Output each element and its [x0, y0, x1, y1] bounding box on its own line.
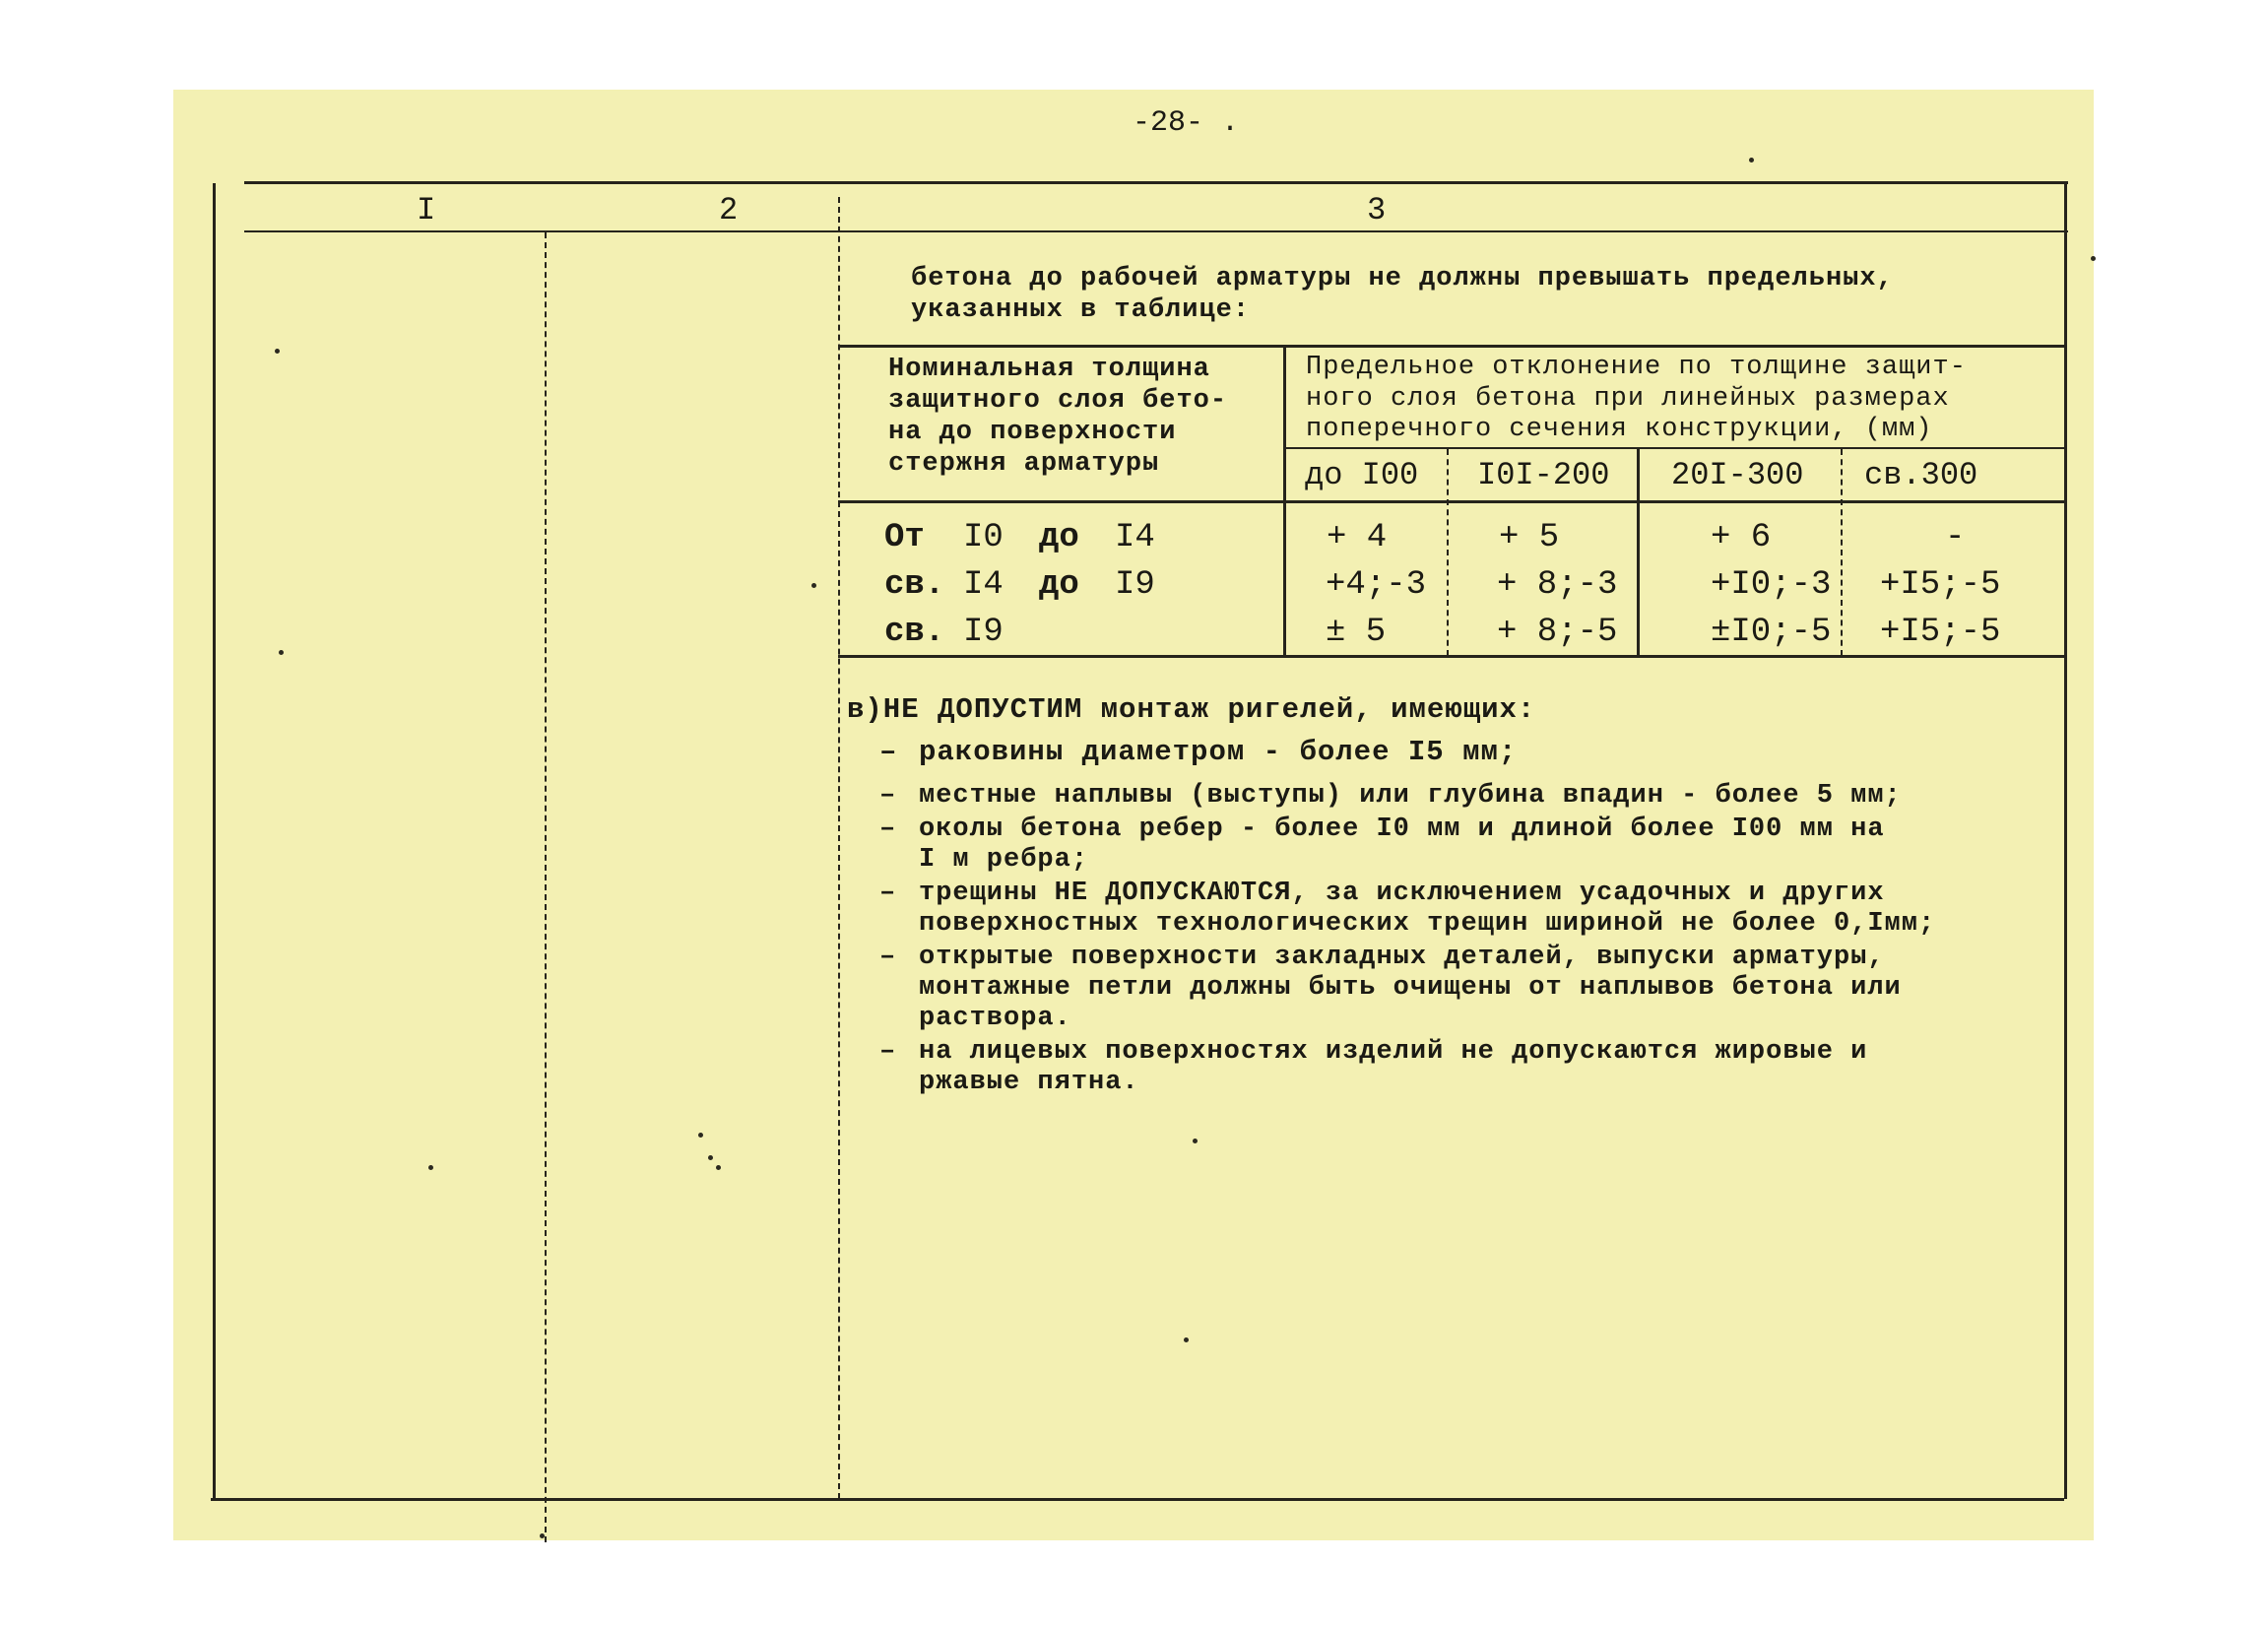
table-header-left-4: стержня арматуры — [888, 449, 1160, 479]
table-divider-a — [1447, 449, 1449, 656]
frame-left — [213, 183, 216, 1499]
frame-bottom — [211, 1498, 2064, 1501]
row-1-value-1: + 4 — [1327, 519, 1388, 556]
table-header-left-3: на до поверхности — [888, 418, 1177, 447]
row-2-label-c: до — [1039, 566, 1079, 604]
scan-speck — [275, 349, 280, 354]
row-1-label-d: I4 — [1115, 519, 1155, 556]
row-1-value-2: + 5 — [1499, 519, 1560, 556]
scan-speck — [698, 1133, 703, 1138]
scan-speck — [716, 1165, 721, 1170]
table-header-bottom-line — [838, 500, 2066, 503]
frame-right — [2064, 183, 2067, 1499]
row-3-value-4: +I5;-5 — [1880, 614, 2001, 651]
section-v-item-5: – открытые поверхности закладных деталей, выпуски арматуры, монтажные петли должны быть очищены от наплывов бетона или раствора. — [879, 943, 2061, 1034]
subheader-top-line — [1285, 447, 2066, 449]
page-number: -28- . — [1133, 106, 1240, 140]
intro-line-1: бетона до рабочей арматуры не должны превышать предельных, — [911, 264, 1894, 293]
scan-speck — [1193, 1139, 1198, 1143]
table-header-right-1: Предельное отклонение по толщине защит- — [1306, 353, 1967, 382]
scan-speck — [428, 1165, 433, 1170]
row-1-label-b: I0 — [963, 519, 1004, 556]
row-1-label-c: до — [1039, 519, 1079, 556]
table-header-left-1: Номинальная толщина — [888, 355, 1210, 384]
scan-speck — [279, 650, 284, 655]
intro-line-2: указанных в таблице: — [911, 295, 1251, 325]
header-underline — [244, 230, 2068, 232]
row-2-value-4: +I5;-5 — [1880, 566, 2001, 604]
section-v-item-6: – на лицевых поверхностях изделий не допускаются жировые и ржавые пятна. — [879, 1037, 2061, 1098]
row-2-label-d: I9 — [1115, 566, 1155, 604]
section-v-list — [879, 737, 2061, 1101]
table-divider-c — [1841, 449, 1843, 656]
row-2-value-1: +4;-3 — [1326, 566, 1427, 604]
column-divider-1-2 — [545, 232, 547, 1542]
table-bottom-line — [838, 655, 2066, 658]
row-3-label-a: св. — [884, 614, 945, 651]
section-v-item-3: – околы бетона ребер - более I0 мм и длиной более I00 мм на I м ребра; — [879, 814, 2061, 876]
subheader-over-300: св.300 — [1864, 457, 1978, 493]
scan-speck — [1184, 1337, 1189, 1342]
row-1-value-4: - — [1945, 519, 1966, 556]
row-3-value-2: + 8;-5 — [1497, 614, 1618, 651]
subheader-201-300: 20I-300 — [1671, 457, 1804, 493]
table-divider-b — [1637, 449, 1640, 656]
scan-speck — [2091, 256, 2096, 261]
scan-speck — [540, 1533, 545, 1538]
section-v-item-4: – трещины НЕ ДОПУСКАЮТСЯ, за исключением усадочных и других поверхностных технологических трещин шириной не более 0,Iмм; — [879, 879, 2061, 940]
column-header-1: I — [417, 192, 436, 228]
row-2-label-b: I4 — [963, 566, 1004, 604]
row-3-value-3: ±I0;-5 — [1711, 614, 1832, 651]
table-top-line — [838, 345, 2066, 348]
scan-speck — [1749, 158, 1754, 163]
section-v-heading: в)НЕ ДОПУСТИМ монтаж ригелей, имеющих: — [847, 693, 1536, 726]
column-divider-2-3 — [838, 197, 840, 1499]
row-3-label-b: I9 — [963, 614, 1004, 651]
table-header-right-2: ного слоя бетона при линейных размерах — [1306, 384, 1950, 414]
frame-top — [244, 181, 2068, 184]
section-v-item-1: – раковины диаметром - более I5 мм; — [879, 737, 2061, 767]
section-v-item-2: – местные наплывы (выступы) или глубина впадин - более 5 мм; — [879, 781, 2061, 812]
subheader-up-to-100: до I00 — [1305, 457, 1419, 493]
subheader-101-200: I0I-200 — [1477, 457, 1610, 493]
row-1-label-a: От — [884, 519, 925, 556]
row-2-label-a: св. — [884, 566, 945, 604]
column-header-3: 3 — [1367, 192, 1387, 228]
scan-speck — [811, 583, 816, 588]
row-3-value-1: ± 5 — [1326, 614, 1387, 651]
row-2-value-2: + 8;-3 — [1497, 566, 1618, 604]
table-header-right-3: поперечного сечения конструкции, (мм) — [1306, 415, 1933, 444]
row-1-value-3: + 6 — [1711, 519, 1772, 556]
row-2-value-3: +I0;-3 — [1711, 566, 1832, 604]
scan-speck — [708, 1155, 713, 1160]
column-header-2: 2 — [719, 192, 739, 228]
table-header-left-2: защитного слоя бето- — [888, 386, 1228, 416]
table-divider-label — [1283, 345, 1286, 656]
